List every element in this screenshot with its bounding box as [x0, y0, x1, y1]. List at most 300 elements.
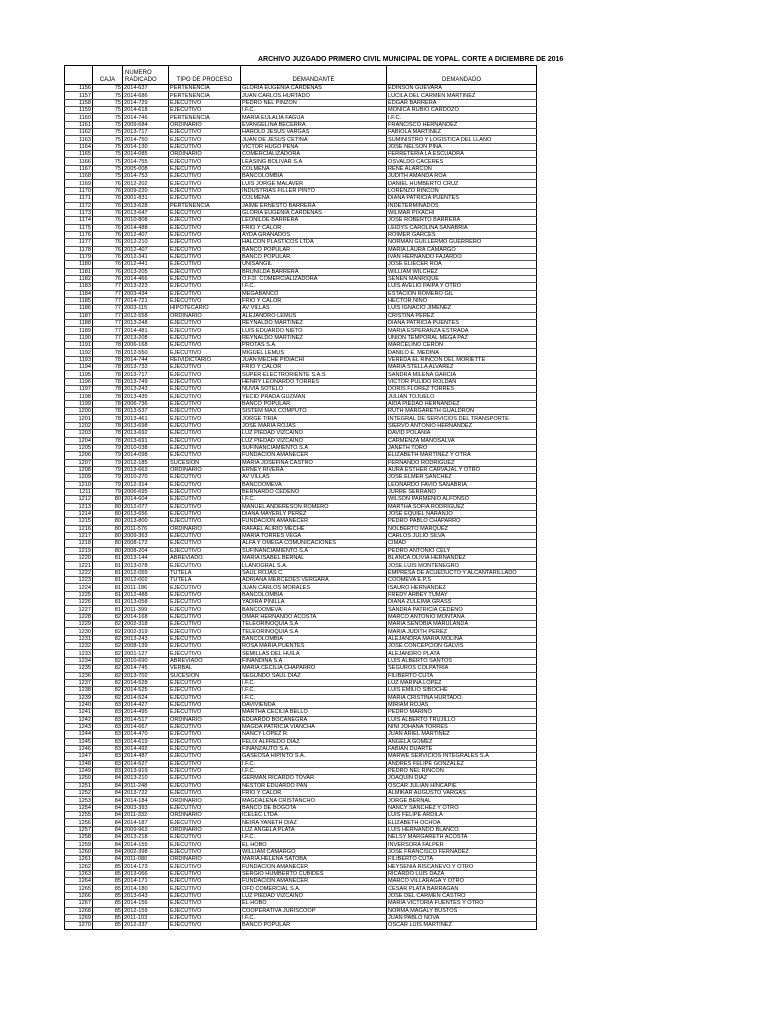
- table-row: [65, 151, 537, 158]
- demandado-cell: ELIZABETH MARTINEZ Y OTRA: [387, 452, 537, 459]
- demandado-cell: DORIS FLOREZ TORRES: [387, 386, 537, 393]
- tipo-proceso-cell: ORDINARIO: [169, 121, 241, 128]
- tipo-proceso-cell: SUCESION: [169, 459, 241, 466]
- row-index: 1199: [65, 400, 93, 407]
- radicado-cell: 2014-184: [123, 797, 169, 804]
- tipo-proceso-cell: EJECUTIVO: [169, 378, 241, 385]
- demandante-cell: ROSA MARIA PUENTES: [241, 643, 387, 650]
- demandante-cell: BANCO POPULAR: [241, 400, 387, 407]
- radicado-cell: 2014-746: [123, 114, 169, 121]
- table-row: [65, 114, 537, 121]
- tipo-proceso-cell: EJECUTIVO: [169, 621, 241, 628]
- radicado-cell: 2012-202: [123, 180, 169, 187]
- radicado-cell: 2014-527: [123, 760, 169, 767]
- radicado-cell: 2013-461: [123, 415, 169, 422]
- row-index: 1247: [65, 753, 93, 760]
- caja-cell: 84: [93, 856, 123, 863]
- table-row: [65, 628, 537, 635]
- demandado-cell: MIRIAM ROJAS: [387, 701, 537, 708]
- tipo-proceso-cell: ORDINARIO: [169, 312, 241, 319]
- radicado-cell: 2013-732: [123, 364, 169, 371]
- demandado-cell: JUAN PABLO NOVA: [387, 914, 537, 921]
- row-index: 1254: [65, 804, 93, 811]
- tipo-proceso-cell: EJECUTIVO: [169, 819, 241, 826]
- demandante-cell: SEGUNDO SAUL DIAZ: [241, 672, 387, 679]
- table-row: [65, 180, 537, 187]
- demandado-cell: MARWE SERVICIOS INTEGRALES S.A: [387, 753, 537, 760]
- demandante-cell: HAROLD JESUS VARGAS: [241, 129, 387, 136]
- row-index: 1208: [65, 466, 93, 473]
- demandante-cell: O.F.D. COMERCIALIZADORA: [241, 275, 387, 282]
- radicado-cell: 2013-717: [123, 371, 169, 378]
- caja-cell: 83: [93, 723, 123, 730]
- row-index: 1249: [65, 767, 93, 774]
- caja-cell: 80: [93, 532, 123, 539]
- demandado-cell: LUIS IGNACIO JIMENEZ: [387, 305, 537, 312]
- tipo-proceso-cell: EJECUTIVO: [169, 650, 241, 657]
- tipo-proceso-cell: EJECUTIVO: [169, 863, 241, 870]
- table-row: [65, 173, 537, 180]
- caja-cell: 78: [93, 393, 123, 400]
- table-row: [65, 635, 537, 642]
- caja-cell: 84: [93, 812, 123, 819]
- demandante-cell: GLORIA EUGENIA CARDENAS: [241, 209, 387, 216]
- radicado-cell: 2014-667: [123, 723, 169, 730]
- demandante-cell: GERMAN RICARDO TOVAR: [241, 775, 387, 782]
- demandado-cell: PEDRO ANTONIO CELY: [387, 547, 537, 554]
- row-index: 1195: [65, 371, 93, 378]
- row-index: 1159: [65, 107, 93, 114]
- table-row: [65, 268, 537, 275]
- demandado-cell: JOSE FRANCISCO FERNADEZ: [387, 848, 537, 855]
- caja-cell: 83: [93, 767, 123, 774]
- caja-cell: 80: [93, 496, 123, 503]
- radicado-cell: 2012-441: [123, 261, 169, 268]
- radicado-cell: 2014-168: [123, 613, 169, 620]
- demandante-cell: I.F.C.: [241, 694, 387, 701]
- row-index: 1162: [65, 129, 93, 136]
- caja-cell: 83: [93, 716, 123, 723]
- row-index: 1231: [65, 635, 93, 642]
- radicado-cell: 2014-729: [123, 99, 169, 106]
- table-row: [65, 775, 537, 782]
- caja-cell: 82: [93, 679, 123, 686]
- tipo-proceso-cell: EJECUTIVO: [169, 422, 241, 429]
- caja-cell: 77: [93, 327, 123, 334]
- demandante-cell: SAUL ROJAS C: [241, 569, 387, 576]
- tipo-proceso-cell: ORDINARIO: [169, 716, 241, 723]
- demandado-cell: NOLBERTO MARQUEZ: [387, 525, 537, 532]
- table-row: [65, 488, 537, 495]
- demandado-cell: WILLIAM WILCHEZ: [387, 268, 537, 275]
- tipo-proceso-cell: EJECUTIVO: [169, 217, 241, 224]
- caja-cell: 83: [93, 745, 123, 752]
- radicado-cell: 2010-690: [123, 657, 169, 664]
- demandado-cell: MARIA SENOBIA MARULANDA: [387, 621, 537, 628]
- table-row: [65, 386, 537, 393]
- demandado-cell: LUIS ALBERTO TRUJILLO: [387, 716, 537, 723]
- caja-cell: 82: [93, 613, 123, 620]
- demandante-cell: ALFA Y OMEGA COMUNICACIONES: [241, 540, 387, 547]
- demandante-cell: ICELEC LTDA: [241, 812, 387, 819]
- tipo-proceso-cell: EJECUTIVO: [169, 848, 241, 855]
- radicado-cell: 2002-319: [123, 628, 169, 635]
- demandado-cell: MARIA VICTORIA FUENTES Y OTRO: [387, 900, 537, 907]
- caja-cell: 83: [93, 760, 123, 767]
- demandante-cell: COLMENA: [241, 165, 387, 172]
- radicado-cell: 2008-139: [123, 643, 169, 650]
- tipo-proceso-cell: EJECUTIVO: [169, 349, 241, 356]
- row-index: 1262: [65, 863, 93, 870]
- demandante-cell: OMAR HERNANDO ACOSTA: [241, 613, 387, 620]
- caja-cell: 84: [93, 775, 123, 782]
- tipo-proceso-cell: EJECUTIVO: [169, 246, 241, 253]
- table-row: [65, 239, 537, 246]
- row-index: 1193: [65, 356, 93, 363]
- demandado-cell: SEGUROS COLPATRIA: [387, 665, 537, 672]
- caja-cell: 75: [93, 99, 123, 106]
- table-row: [65, 848, 537, 855]
- table-row: [65, 129, 537, 136]
- tipo-proceso-cell: EJECUTIVO: [169, 518, 241, 525]
- radicado-cell: 2014-744: [123, 356, 169, 363]
- tipo-proceso-cell: EJECUTIVO: [169, 342, 241, 349]
- table-row: [65, 466, 537, 473]
- demandante-cell: MAGDALENA CRISTANCHO: [241, 797, 387, 804]
- demandante-cell: MIGUEL LEMUS: [241, 349, 387, 356]
- tipo-proceso-cell: REIVIDICTARIO: [169, 356, 241, 363]
- radicado-cell: 2009-220: [123, 187, 169, 194]
- demandado-cell: INVERSORA FALPER: [387, 841, 537, 848]
- table-row: [65, 408, 537, 415]
- demandado-cell: ESTACION ROMERO GIL: [387, 290, 537, 297]
- tipo-proceso-cell: EJECUTIVO: [169, 510, 241, 517]
- tipo-proceso-cell: EJECUTIVO: [169, 599, 241, 606]
- caja-cell: 85: [93, 878, 123, 885]
- caja-cell: 78: [93, 342, 123, 349]
- radicado-cell: 2012-210: [123, 239, 169, 246]
- caja-cell: 78: [93, 430, 123, 437]
- caja-cell: 79: [93, 474, 123, 481]
- tipo-proceso-cell: EJECUTIVO: [169, 165, 241, 172]
- radicado-cell: 2011-186: [123, 584, 169, 591]
- tipo-proceso-cell: EJECUTIVO: [169, 430, 241, 437]
- demandado-cell: ALEJANDRO PLATA: [387, 650, 537, 657]
- demandado-cell: ROIMER GARCES: [387, 231, 537, 238]
- tipo-proceso-cell: EJECUTIVO: [169, 635, 241, 642]
- demandante-cell: JORGE TIRIA: [241, 415, 387, 422]
- header-tipo-de-proceso: TIPO DE PROCESO: [169, 66, 241, 85]
- demandante-cell: FUNDACION AMANECER: [241, 518, 387, 525]
- demandado-cell: SENEN MANRIQUE: [387, 275, 537, 282]
- demandado-cell: DANILO E. MEDINA: [387, 349, 537, 356]
- demandado-cell: EMPRESA DE ACUEDUCTO Y ALCANTARILLADO: [387, 569, 537, 576]
- tipo-proceso-cell: EJECUTIVO: [169, 679, 241, 686]
- caja-cell: 77: [93, 312, 123, 319]
- table-row: [65, 863, 537, 870]
- demandante-cell: BANCOLOMBIA: [241, 635, 387, 642]
- row-index: 1176: [65, 231, 93, 238]
- radicado-cell: 2014-488: [123, 224, 169, 231]
- radicado-cell: 2012-407: [123, 246, 169, 253]
- demandado-cell: RICARDO LUIS DAZA: [387, 870, 537, 877]
- table-row: [65, 305, 537, 312]
- table-row: [65, 253, 537, 260]
- demandado-cell: FERRETERIA LA ESCUADRA: [387, 151, 537, 158]
- row-index: 1220: [65, 555, 93, 562]
- radicado-cell: 2013-078: [123, 562, 169, 569]
- row-index: 1227: [65, 606, 93, 613]
- table-row: [65, 643, 537, 650]
- demandante-cell: AV VILLAS: [241, 305, 387, 312]
- demandante-cell: BRUNILDA BARRERA: [241, 268, 387, 275]
- caja-cell: 81: [93, 569, 123, 576]
- radicado-cell: 2014-755: [123, 158, 169, 165]
- tipo-proceso-cell: EJECUTIVO: [169, 628, 241, 635]
- demandante-cell: BANCOOMEVA: [241, 481, 387, 488]
- caja-cell: 85: [93, 900, 123, 907]
- table-row: [65, 723, 537, 730]
- demandado-cell: DIANA PATRICIA PUENTES: [387, 195, 537, 202]
- caja-cell: 79: [93, 466, 123, 473]
- row-index: 1223: [65, 577, 93, 584]
- row-index: 1160: [65, 114, 93, 121]
- caja-cell: 81: [93, 591, 123, 598]
- demandante-cell: I.F.C.: [241, 496, 387, 503]
- table-row: [65, 812, 537, 819]
- radicado-cell: 2013-210: [123, 775, 169, 782]
- radicado-cell: 2009-684: [123, 121, 169, 128]
- radicado-cell: 2014-173: [123, 863, 169, 870]
- header-caja: CAJA: [93, 66, 123, 85]
- caja-cell: 79: [93, 459, 123, 466]
- table-row: [65, 856, 537, 863]
- demandante-cell: OFD COMERCIAL S.A.: [241, 885, 387, 892]
- caja-cell: 82: [93, 650, 123, 657]
- demandante-cell: SUFINANCIAMIENTO S.A: [241, 444, 387, 451]
- table-row: [65, 922, 537, 929]
- tipo-proceso-cell: EJECUTIVO: [169, 878, 241, 885]
- tipo-proceso-cell: EJECUTIVO: [169, 532, 241, 539]
- tipo-proceso-cell: EJECUTIVO: [169, 790, 241, 797]
- radicado-cell: 2013-058: [123, 599, 169, 606]
- table-row: [65, 290, 537, 297]
- table-row: [65, 320, 537, 327]
- row-index: 1171: [65, 195, 93, 202]
- table-row: [65, 364, 537, 371]
- row-index: 1168: [65, 173, 93, 180]
- row-index: 1233: [65, 650, 93, 657]
- demandado-cell: JOSE ELMER SANCHEZ: [387, 474, 537, 481]
- caja-cell: 77: [93, 334, 123, 341]
- tipo-proceso-cell: EJECUTIVO: [169, 415, 241, 422]
- demandante-cell: I.F.C.: [241, 687, 387, 694]
- caja-cell: 77: [93, 283, 123, 290]
- table-row: [65, 195, 537, 202]
- row-index: 1177: [65, 239, 93, 246]
- demandante-cell: LUZ PIEDAD VIZCAINO: [241, 430, 387, 437]
- table-row: [65, 430, 537, 437]
- row-index: 1165: [65, 151, 93, 158]
- row-index: 1240: [65, 701, 93, 708]
- table-row: [65, 92, 537, 99]
- row-index: 1253: [65, 797, 93, 804]
- demandado-cell: MARCO VILLARAGA Y OTRO: [387, 878, 537, 885]
- caja-cell: 84: [93, 841, 123, 848]
- row-index: 1212: [65, 496, 93, 503]
- demandante-cell: BANCOLOMBIA: [241, 173, 387, 180]
- tipo-proceso-cell: EJECUTIVO: [169, 547, 241, 554]
- demandante-cell: EL HOBO: [241, 841, 387, 848]
- tipo-proceso-cell: EJECUTIVO: [169, 400, 241, 407]
- radicado-cell: 2012-337: [123, 922, 169, 929]
- demandante-cell: REYNALDO MARTINEZ: [241, 320, 387, 327]
- caja-cell: 85: [93, 863, 123, 870]
- demandante-cell: LEONILDE BARRERA: [241, 217, 387, 224]
- caja-cell: 76: [93, 268, 123, 275]
- demandado-cell: LORENZO RINCON: [387, 187, 537, 194]
- radicado-cell: 2013-223: [123, 283, 169, 290]
- table-row: [65, 518, 537, 525]
- row-index: 1239: [65, 694, 93, 701]
- tipo-proceso-cell: ABREVIADO: [169, 657, 241, 664]
- tipo-proceso-cell: EJECUTIVO: [169, 643, 241, 650]
- demandante-cell: SEMILLAS DEL HUILA: [241, 650, 387, 657]
- radicado-cell: 2014-637: [123, 85, 169, 92]
- table-row: [65, 349, 537, 356]
- radicado-cell: 2013-144: [123, 555, 169, 562]
- row-index: 1265: [65, 885, 93, 892]
- demandante-cell: FRIO Y CALOR: [241, 297, 387, 304]
- table-row: [65, 275, 537, 282]
- demandado-cell: VEREDA EL RINCON DEL MORIETTE: [387, 356, 537, 363]
- table-row: [65, 503, 537, 510]
- radicado-cell: 2011-332: [123, 812, 169, 819]
- row-index: 1187: [65, 312, 93, 319]
- caja-cell: 83: [93, 753, 123, 760]
- row-index: 1224: [65, 584, 93, 591]
- demandado-cell: AURA ESTHER CARVAJAL Y OTRO: [387, 466, 537, 473]
- radicado-cell: 2013-702: [123, 672, 169, 679]
- table-row: [65, 415, 537, 422]
- tipo-proceso-cell: EJECUTIVO: [169, 745, 241, 752]
- demandante-cell: WILLIAM CAMARGO: [241, 848, 387, 855]
- tipo-proceso-cell: EJECUTIVO: [169, 371, 241, 378]
- table-row: [65, 753, 537, 760]
- caja-cell: 78: [93, 437, 123, 444]
- demandado-cell: FABIOLA MARTINEZ: [387, 129, 537, 136]
- demandante-cell: ADRIANA MERCEDES VERGARA: [241, 577, 387, 584]
- table-row: [65, 657, 537, 664]
- row-index: 1178: [65, 246, 93, 253]
- radicado-cell: 2013-663: [123, 466, 169, 473]
- radicado-cell: 2013-656: [123, 510, 169, 517]
- caja-cell: 75: [93, 107, 123, 114]
- tipo-proceso-cell: SUCESION: [169, 672, 241, 679]
- row-index: 1189: [65, 327, 93, 334]
- demandado-cell: DANIEL HUMBERTO CRUZ: [387, 180, 537, 187]
- tipo-proceso-cell: EJECUTIVO: [169, 452, 241, 459]
- demandado-cell: NINI JOHANA TORRES: [387, 723, 537, 730]
- radicado-cell: 2013-643: [123, 892, 169, 899]
- radicado-cell: 2002-318: [123, 621, 169, 628]
- demandante-cell: SUPER ELECTRORIENTE S.A.S: [241, 371, 387, 378]
- radicado-cell: 2014-171: [123, 878, 169, 885]
- demandado-cell: JOSE NELSON PIÑA: [387, 143, 537, 150]
- demandante-cell: NEIRA YANETH DIAZ: [241, 819, 387, 826]
- radicado-cell: 2013-919: [123, 767, 169, 774]
- demandado-cell: JOSE DEL CARMEN CASTRO: [387, 892, 537, 899]
- caja-cell: 85: [93, 870, 123, 877]
- row-index: 1259: [65, 841, 93, 848]
- table-row: [65, 665, 537, 672]
- radicado-cell: 2006-168: [123, 342, 169, 349]
- row-index: 1225: [65, 591, 93, 598]
- caja-cell: 83: [93, 701, 123, 708]
- caja-cell: 75: [93, 114, 123, 121]
- table-row: [65, 841, 537, 848]
- radicado-cell: 2012-407: [123, 231, 169, 238]
- demandante-cell: FRIO Y CALOR: [241, 364, 387, 371]
- radicado-cell: 2014-187: [123, 819, 169, 826]
- caja-cell: 82: [93, 643, 123, 650]
- demandado-cell: EDGAR BARRERA: [387, 99, 537, 106]
- row-index: 1202: [65, 422, 93, 429]
- tipo-proceso-cell: EJECUTIVO: [169, 364, 241, 371]
- radicado-cell: 2014-686: [123, 92, 169, 99]
- demandado-cell: LUIS FELIPE ARDILA: [387, 812, 537, 819]
- demandante-cell: BANCOLOMBIA: [241, 591, 387, 598]
- tipo-proceso-cell: EJECUTIVO: [169, 496, 241, 503]
- demandado-cell: CRISTINA PEREZ: [387, 312, 537, 319]
- tipo-proceso-cell: EJECUTIVO: [169, 885, 241, 892]
- tipo-proceso-cell: EJECUTIVO: [169, 760, 241, 767]
- tipo-proceso-cell: EJECUTIVO: [169, 173, 241, 180]
- tipo-proceso-cell: EJECUTIVO: [169, 892, 241, 899]
- table-row: [65, 577, 537, 584]
- demandante-cell: FUNDACION AMANECER: [241, 452, 387, 459]
- tipo-proceso-cell: EJECUTIVO: [169, 327, 241, 334]
- table-row: [65, 760, 537, 767]
- demandante-cell: ERNEY RIVERA: [241, 466, 387, 473]
- tipo-proceso-cell: EJECUTIVO: [169, 738, 241, 745]
- row-index: 1230: [65, 628, 93, 635]
- demandado-cell: MARIA JUDITH PEREZ: [387, 628, 537, 635]
- tipo-proceso-cell: EJECUTIVO: [169, 562, 241, 569]
- demandado-cell: AIDA PIEDAD HERNANDEZ: [387, 400, 537, 407]
- header-demandado: DEMANDADO: [387, 66, 537, 85]
- row-index: 1173: [65, 209, 93, 216]
- demandante-cell: UNISANGIL: [241, 261, 387, 268]
- radicado-cell: 2006-736: [123, 400, 169, 407]
- table-row: [65, 165, 537, 172]
- caja-cell: 76: [93, 224, 123, 231]
- demandante-cell: JUAN DE JESUS CETINA: [241, 136, 387, 143]
- demandado-cell: CESAR PLATA BARRAGAN: [387, 885, 537, 892]
- demandante-cell: VICTOR HUGO PEÑA: [241, 143, 387, 150]
- radicado-cell: 2011-080: [123, 856, 169, 863]
- document-title: ARCHIVO JUZGADO PRIMERO CIVIL MUNICIPAL DE YOPAL. CORTE A DICIEMBRE DE 2016: [258, 56, 564, 63]
- row-index: 1172: [65, 202, 93, 209]
- tipo-proceso-cell: EJECUTIVO: [169, 701, 241, 708]
- caja-cell: 75: [93, 121, 123, 128]
- caja-cell: 76: [93, 202, 123, 209]
- radicado-cell: 2013-647: [123, 209, 169, 216]
- demandante-cell: MARIA JOSEFINA CASTRO: [241, 459, 387, 466]
- radicado-cell: 2010-808: [123, 217, 169, 224]
- demandante-cell: BANCO POPULAR: [241, 246, 387, 253]
- row-index: 1245: [65, 738, 93, 745]
